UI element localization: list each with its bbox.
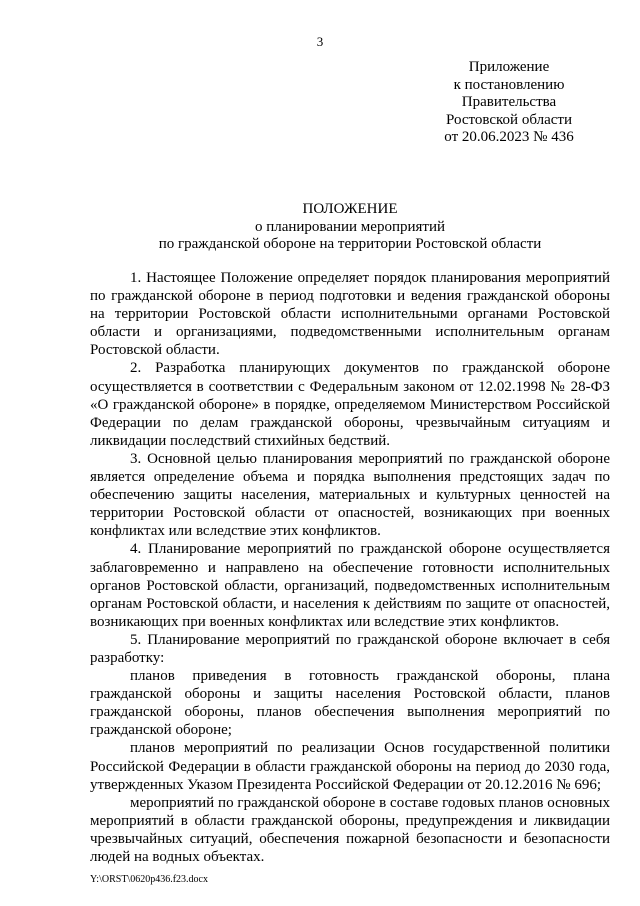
appendix-block (420, 59, 598, 147)
paragraph-5-item-2: планов мероприятий по реализации Основ государственной политики Российской Федерации в области гражданской обороны на период до 2030 года, утвержденных Указом Президента Российской Федерации от 20.12.2016 № 696; (90, 740, 610, 793)
document-body (90, 269, 610, 866)
paragraph-5: 5. Планирование мероприятий по гражданской обороне включает в себя разработку: (90, 631, 610, 666)
document-title-block (0, 201, 640, 254)
appendix-line: к постановлению (453, 76, 565, 93)
paragraph-3: 3. Основной целью планирования мероприятий по гражданской обороне является определение объема и порядка выполнения предстоящих задач по обеспечению защиты населения, материальных и культурных ценностей на территории Ростовской области от опасностей, возникающих при военных конфликтах или вследствие этих конфликтов. (90, 450, 610, 540)
appendix-line: Приложение (468, 59, 550, 75)
paragraph-5-item-1: планов приведения в готовность гражданской обороны, плана гражданской обороны и защиты населения Ростовской области, планов гражданской обороны, планов обеспечения выполнения мероприятий по гражданской обороне; (90, 668, 610, 739)
appendix-line: от 20.06.2023 № 436 (444, 129, 574, 145)
footer-file-path: Y:\ORST\0620p436.f23.docx (90, 874, 208, 885)
paragraph-1: 1. Настоящее Положение определяет порядок планирования мероприятий по гражданской обороне в период подготовки и ведения гражданской обороны на территории Ростовской области исполнительными органами Ростовской области и организациями, подведомственными исполнительным органам Ростовской области. (90, 270, 610, 359)
appendix-line: Ростовской области (446, 111, 572, 128)
document-subtitle: по гражданской обороне на территории Ростовской области (158, 236, 542, 252)
document-heading: ПОЛОЖЕНИЕ (302, 201, 398, 217)
paragraph-5-item-3: мероприятий по гражданской обороне в составе годовых планов основных мероприятий в области гражданской обороны, предупреждения и ликвидации чрезвычайных ситуаций, обеспечения пожарной безопасности и безопасности людей на водных объектах. (90, 794, 610, 865)
page-number: 3 (316, 34, 324, 49)
paragraph-2: 2. Разработка планирующих документов по гражданской обороне осуществляется в соответствии с Федеральным законом от 12.02.1998 № 28-ФЗ «О гражданской обороне» в порядке, определяемом Министерством Российской Федерации по делам гражданской обороны, чрезвычайным ситуациям и ликвидации последствий стихийных бедствий. (90, 360, 610, 449)
appendix-line: Правительства (461, 94, 557, 110)
document-subtitle: о планировании мероприятий (254, 218, 446, 235)
paragraph-4: 4. Планирование мероприятий по гражданской обороне осуществляется заблаговременно и направлено на обеспечение готовности исполнительных органов Ростовской области, организаций, подведомственных исполнительным органам Ростовской области, и населения к действиям по защите от опасностей, возникающих при военных конфликтах или вследствие этих конфликтов. (90, 541, 610, 630)
